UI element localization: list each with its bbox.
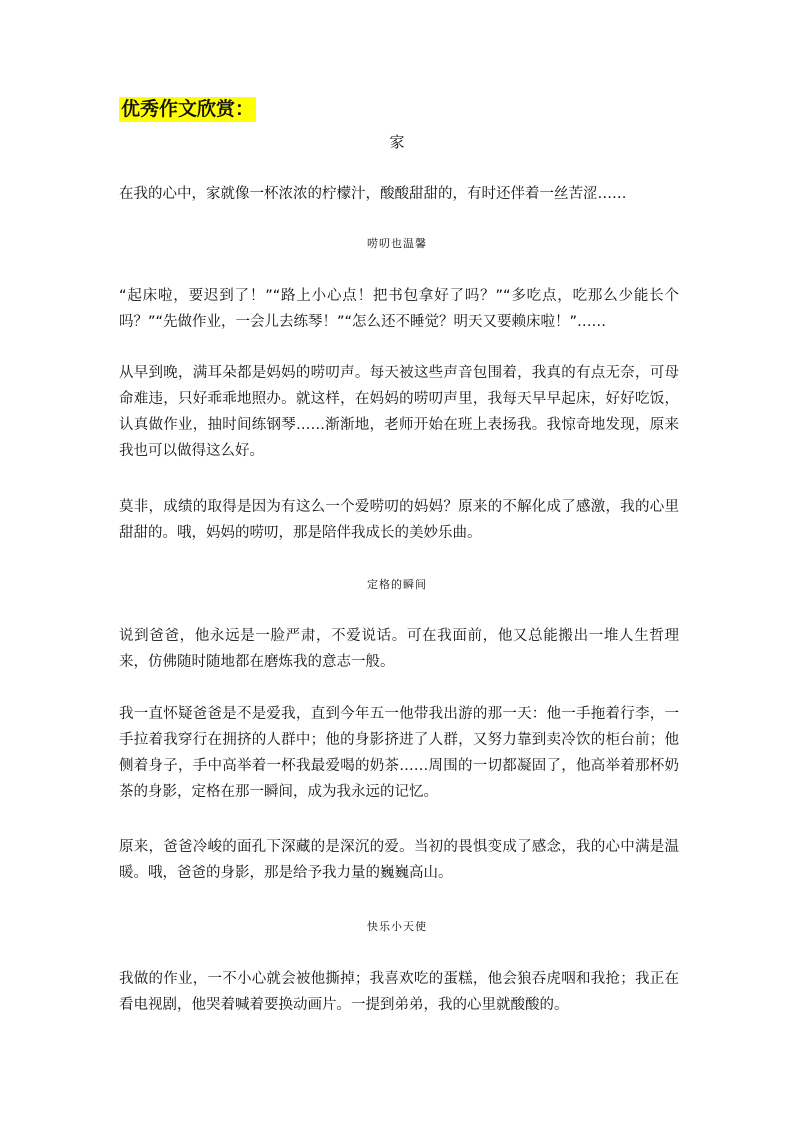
paragraph-1-3: 莫非，成绩的取得是因为有这么一个爱唠叨的妈妈？原来的不解化成了感激，我的心里甜甜的。哦，妈妈的唠叨，那是陪伴我成长的美妙乐曲。 [119, 499, 679, 541]
paragraph-3-1: 我做的作业，一不小心就会被他撕掉；我喜欢吃的蛋糕，他会狼吞虎咽和我抢；我正在看电视剧，他哭着喊着要换动画片。一提到弟弟，我的心里就酸酸的。 [119, 971, 679, 1013]
paragraph-1-1: “起床啦，要迟到了！”“路上小心点！把书包拿好了吗？”“多吃点，吃那么少能长个吗？”“先做作业，一会儿去练琴！”“怎么还不睡觉？明天又要赖床啦！”…… [119, 288, 679, 330]
subtitle-3: 快乐小天使 [367, 920, 427, 933]
paragraph-1-2: 从早到晚，满耳朵都是妈妈的唠叨声。每天被这些声音包围着，我真的有点无奈，可母命难违，只好乖乖地照办。就这样，在妈妈的唠叨声里，我每天早早起床，好好吃饭，认真做作业，抽时间练钢琴……渐渐地，老师开始在班上表扬我。我惊奇地发现，原来我也可以做得这么好。 [119, 365, 679, 459]
intro-paragraph: 在我的心中，家就像一杯浓浓的柠檬汁，酸酸甜甜的，有时还伴着一丝苦涩…… [119, 186, 627, 202]
paragraph-2-2: 我一直怀疑爸爸是不是爱我，直到今年五一他带我出游的那一天：他一手拖着行李，一手拉着我穿行在拥挤的人群中；他的身影挤进了人群，又努力靠到卖冷饮的柜台前；他侧着身子，手中高举着一杯我最爱喝的奶茶……周围的一切都凝固了，他高举着那杯奶茶的身影，定格在那一瞬间，成为我永远的记忆。 [119, 706, 679, 800]
paragraph-2-3: 原来，爸爸冷峻的面孔下深藏的是深沉的爱。当初的畏惧变成了感念，我的心中满是温暖。哦，爸爸的身影，那是给予我力量的巍巍高山。 [119, 839, 679, 881]
subtitle-2: 定格的瞬间 [367, 578, 427, 591]
paragraph-2-1: 说到爸爸，他永远是一脸严肃，不爱说话。可在我面前，他又总能搬出一堆人生哲理来，仿佛随时随地都在磨炼我的意志一般。 [119, 628, 679, 670]
subtitle-1: 唠叨也温馨 [367, 237, 427, 250]
essay-title: 家 [389, 133, 405, 151]
section-heading: 优秀作文欣赏： [121, 98, 255, 120]
